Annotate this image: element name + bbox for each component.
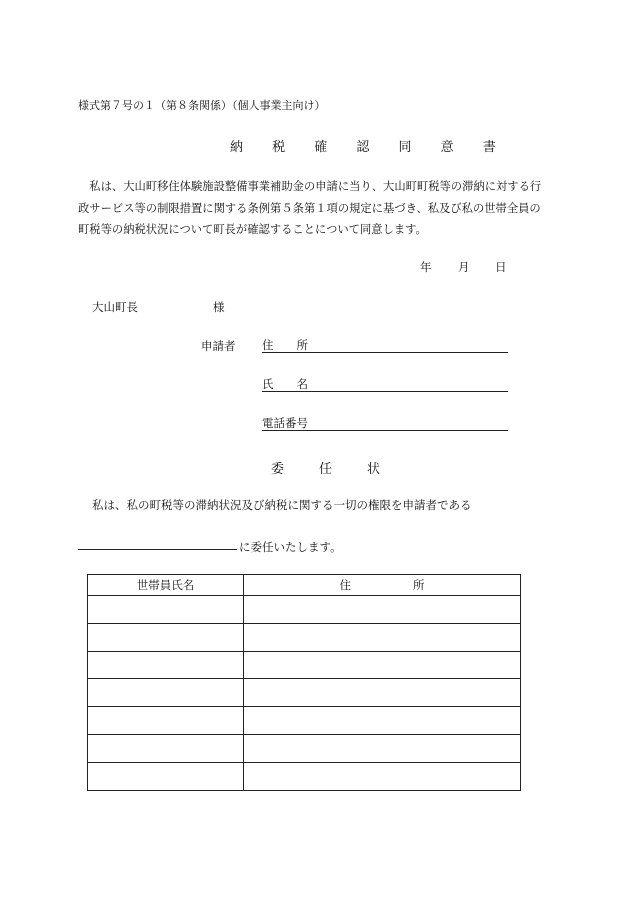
- table-row: [88, 651, 521, 679]
- phone-label: 電話番号: [262, 416, 308, 430]
- consent-title: 納 税 確 認 同 意 書: [230, 140, 509, 155]
- phone-field[interactable]: [262, 415, 508, 431]
- date-day: 日: [495, 260, 507, 274]
- consent-line: 私は、大山町移住体験施設整備事業補助金の申請に当り、大山町町税等の滞納に対する行: [78, 180, 542, 193]
- column-header-address: [244, 575, 521, 596]
- address-field[interactable]: [262, 337, 508, 353]
- date-year: 年: [420, 260, 432, 274]
- member-address-cell[interactable]: [244, 623, 521, 651]
- name-field[interactable]: [262, 376, 508, 392]
- member-name-cell[interactable]: [88, 651, 244, 679]
- member-address-cell[interactable]: [244, 707, 521, 735]
- column-header-name: 世帯員氏名: [88, 575, 244, 596]
- delegation-title-char: 状: [367, 462, 381, 477]
- form-number: 様式第７号の１（第８条関係）（個人事業主向け）: [78, 99, 326, 112]
- delegation-body: 私は、私の町税等の滞納状況及び納税に関する一切の権限を申請者である: [92, 498, 472, 512]
- member-name-cell[interactable]: [88, 679, 244, 707]
- delegate-name-field[interactable]: [78, 549, 237, 550]
- date-line: [420, 259, 507, 275]
- consent-line: 町税等の納税状況について町長が確認することについて同意します。: [78, 223, 427, 236]
- table-row: [88, 623, 521, 651]
- member-address-cell[interactable]: [244, 651, 521, 679]
- consent-line: 政サービス等の制限措置に関する条例第５条第１項の規定に基づき、私及び私の世帯全員の: [78, 201, 541, 215]
- member-name-cell[interactable]: [88, 734, 244, 762]
- addressee: 大山町長: [92, 300, 138, 314]
- table-header-row: [88, 575, 521, 596]
- household-table: [87, 574, 521, 791]
- delegation-title: [271, 458, 415, 477]
- delegation-title-char: 委: [271, 462, 285, 477]
- member-name-cell[interactable]: [88, 707, 244, 735]
- member-name-cell[interactable]: [88, 623, 244, 651]
- delegation-title-char: 任: [319, 462, 333, 477]
- member-name-cell[interactable]: [88, 762, 244, 790]
- table-row: [88, 679, 521, 707]
- member-address-cell[interactable]: [244, 734, 521, 762]
- member-address-cell[interactable]: [244, 762, 521, 790]
- date-month: 月: [458, 260, 470, 274]
- consent-body: [78, 176, 548, 241]
- table-row: [88, 596, 521, 624]
- applicant-label: 申請者: [201, 339, 236, 353]
- member-name-cell[interactable]: [88, 596, 244, 624]
- delegation-suffix: に委任いたします。: [239, 540, 342, 554]
- table-row: [88, 734, 521, 762]
- honorific: 様: [213, 300, 225, 314]
- address-label: 住 所: [262, 338, 308, 352]
- name-label: 氏 名: [262, 377, 308, 391]
- column-header-address-label: 住所: [339, 578, 487, 592]
- table-row: [88, 762, 521, 790]
- member-address-cell[interactable]: [244, 596, 521, 624]
- table-row: [88, 707, 521, 735]
- member-address-cell[interactable]: [244, 679, 521, 707]
